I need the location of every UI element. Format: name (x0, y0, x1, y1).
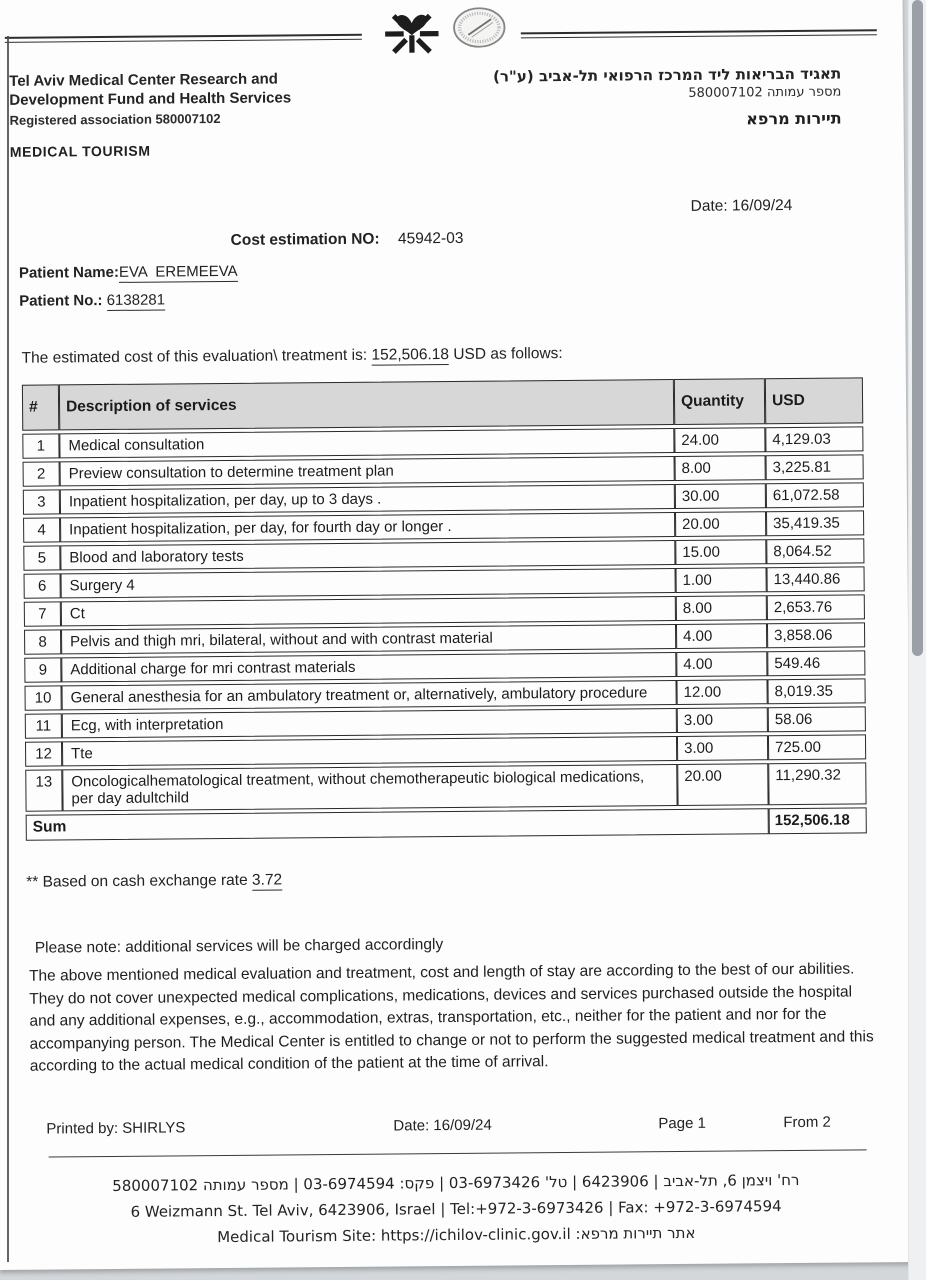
service-description: Surgery 4 (61, 568, 676, 598)
quantity-value: 15.00 (675, 539, 766, 565)
row-number: 7 (24, 601, 61, 626)
patient-name-label: Patient Name: (18, 263, 120, 282)
col-header-number: # (22, 384, 59, 430)
usd-value: 725.00 (768, 734, 866, 760)
usd-value: 8,064.52 (766, 538, 864, 564)
table-row (25, 762, 866, 811)
please-note-line: Please note: additional services will be charged accordingly (34, 936, 444, 957)
table-row (23, 538, 864, 570)
letterhead (0, 60, 904, 160)
patient-no-value: 6138281 (106, 291, 166, 309)
patient-name-line (19, 257, 905, 282)
table-row (24, 622, 865, 654)
usd-value: 8,019.35 (767, 678, 865, 704)
service-description: Tte (62, 736, 677, 766)
registered-association: Registered association 580007102 (9, 110, 221, 128)
org-block-english (9, 69, 292, 159)
medical-tourism-title-he: תיירות מרפא (746, 108, 842, 129)
medical-tourism-title-en: MEDICAL TOURISM (9, 142, 151, 160)
usd-value: 13,440.86 (766, 566, 864, 592)
header-rule-left (5, 34, 362, 43)
sum-label: Sum (26, 808, 769, 840)
header-rule-right (520, 29, 877, 38)
col-header-quantity: Quantity (674, 378, 765, 425)
service-description: Blood and laboratory tests (60, 540, 675, 570)
row-number: 9 (24, 657, 61, 682)
page-number: Page 1 (658, 1114, 706, 1132)
usd-value: 2,653.76 (767, 594, 865, 620)
medical-center-heart-logo-icon (375, 0, 448, 62)
usd-value: 4,129.03 (765, 426, 863, 452)
sum-value: 152,506.18 (769, 807, 867, 834)
service-description: Inpatient hospitalization, per day, for fourth day or longer . (60, 512, 675, 542)
website-url: Medical Tourism Site: https://ichilov-clinic.gov.il (217, 1224, 571, 1246)
quantity-value: 4.00 (676, 651, 767, 677)
estimate-prefix: The estimated cost of this evaluation\ treatment is: (21, 346, 372, 367)
service-description: Ct (61, 596, 676, 626)
website-label-he: :אתר תיירות מרפא (570, 1223, 696, 1243)
quantity-value: 3.00 (677, 707, 768, 733)
usd-value: 549.46 (767, 650, 865, 676)
col-header-description: Description of services (59, 379, 674, 430)
col-header-usd: USD (765, 377, 863, 424)
scan-edge-artifact (7, 36, 9, 1262)
table-row (25, 734, 866, 766)
round-seal-icon (451, 5, 506, 54)
cost-estimation-number: 45942-03 (397, 229, 464, 248)
exchange-rate-value: 3.72 (251, 871, 283, 889)
quantity-value: 8.00 (675, 455, 766, 481)
printed-by: Printed by: SHIRLYS (46, 1118, 186, 1138)
org-name-he: תאגיד הבריאות ליד המרכז הרפואי תל-אביב (ע"ר) (493, 64, 842, 86)
table-row (23, 510, 864, 542)
service-description: Oncologicalhematological treatment, without chemotherapeutic biological medications, per day adultchild (62, 764, 677, 811)
org-block-hebrew (493, 65, 842, 156)
sum-row (26, 807, 867, 840)
quantity-value: 20.00 (675, 511, 766, 537)
service-description: Additional charge for mri contrast materials (61, 652, 676, 682)
row-number: 10 (25, 685, 62, 710)
header-rule-row (0, 6, 903, 66)
usd-value: 61,072.58 (766, 482, 864, 508)
row-number: 11 (25, 713, 62, 738)
row-number: 1 (22, 433, 59, 458)
quantity-value: 8.00 (676, 595, 767, 621)
table-header-row (22, 377, 863, 430)
patient-no-label: Patient No.: (19, 292, 103, 310)
row-number: 12 (25, 741, 62, 766)
scrollbar-thumb[interactable] (912, 0, 923, 656)
service-description: Ecg, with interpretation (62, 708, 677, 738)
cost-estimation-line (231, 226, 905, 250)
service-description: Pelvis and thigh mri, bilateral, without and with contrast material (61, 624, 676, 654)
website-line (0, 1221, 913, 1247)
quantity-value: 4.00 (676, 623, 767, 649)
table-row (23, 454, 864, 486)
scrollbar-track[interactable] (908, 0, 926, 1280)
usd-value: 58.06 (768, 706, 866, 732)
row-number: 3 (23, 489, 60, 514)
quantity-value: 24.00 (674, 427, 765, 453)
services-table (22, 374, 867, 843)
exchange-rate-prefix: ** Based on cash exchange rate (26, 871, 253, 891)
table-row (22, 426, 863, 458)
quantity-value: 3.00 (677, 735, 768, 761)
row-number: 8 (24, 629, 61, 654)
usd-value: 3,858.06 (767, 622, 865, 648)
estimate-suffix: USD as follows: (448, 345, 563, 364)
quantity-value: 20.00 (677, 763, 768, 806)
footer-meta-row (0, 1112, 912, 1142)
usd-value: 35,419.35 (766, 510, 864, 536)
patient-no-line (19, 285, 905, 310)
row-number: 5 (23, 545, 60, 570)
address-hebrew: רח' ויצמן 6, תל-אביב | 6423906 | טל' 03-6973426 | פקס: 03-6974594 | מספר עמותה 580007102 (112, 1170, 800, 1195)
service-description: General anesthesia for an ambulatory treatment or, alternatively, ambulatory procedure (62, 680, 677, 710)
services-table-body (22, 426, 866, 811)
row-number: 4 (23, 517, 60, 542)
service-description: Preview consultation to determine treatment plan (60, 456, 675, 486)
table-row (24, 594, 865, 626)
table-row (24, 650, 865, 682)
service-description: Inpatient hospitalization, per day, up to 3 days . (60, 484, 675, 514)
usd-value: 3,225.81 (766, 454, 864, 480)
footer-rule (49, 1149, 867, 1157)
patient-name-value: EVA EREMEEVA (118, 262, 238, 281)
quantity-value: 30.00 (675, 483, 766, 509)
row-number: 6 (24, 573, 61, 598)
address-english: 6 Weizmann St. Tel Aviv, 6423906, Israel | Tel:+972-3-6973426 | Fax: +972-3-6974594 (130, 1196, 782, 1221)
exchange-rate-note (26, 866, 910, 892)
logo-group (375, 0, 507, 62)
table-row (23, 482, 864, 514)
table-row (25, 678, 866, 710)
quantity-value: 12.00 (676, 679, 767, 705)
quantity-value: 1.00 (676, 567, 767, 593)
association-number-he: מספר עמותה 580007102 (688, 84, 842, 101)
org-name-en-line1: Tel Aviv Medical Center Research and (9, 70, 279, 90)
table-row (24, 566, 865, 598)
cost-estimation-label: Cost estimation NO: (230, 230, 380, 249)
service-description: Medical consultation (59, 428, 674, 458)
disclaimer-paragraph: The above mentioned medical evaluation and treatment, cost and length of stay are according to the best of our abilities. They do not cover unexpected medical complications, medications, devices and services purchased outside the hospital and any additional expenses, e.g., accommodation, extras, transportation, etc., neither for the patient and nor for the accompanying person. The Medical Center is entitled to change or not to perform the suggested medical treatment and this according to the actual medical condition of the patient at the time of arrival. (28, 960, 874, 1075)
estimate-amount: 152,506.18 (371, 346, 450, 364)
document-date: Date: 16/09/24 (690, 197, 793, 215)
estimate-line (22, 342, 906, 368)
row-number: 13 (25, 769, 62, 811)
page-total: From 2 (783, 1113, 831, 1131)
footer-date: Date: 16/09/24 (393, 1116, 492, 1135)
usd-value: 11,290.32 (768, 762, 866, 805)
org-name-en-line2: Development Fund and Health Services (9, 89, 292, 109)
row-number: 2 (23, 461, 60, 486)
table-row (25, 706, 866, 738)
